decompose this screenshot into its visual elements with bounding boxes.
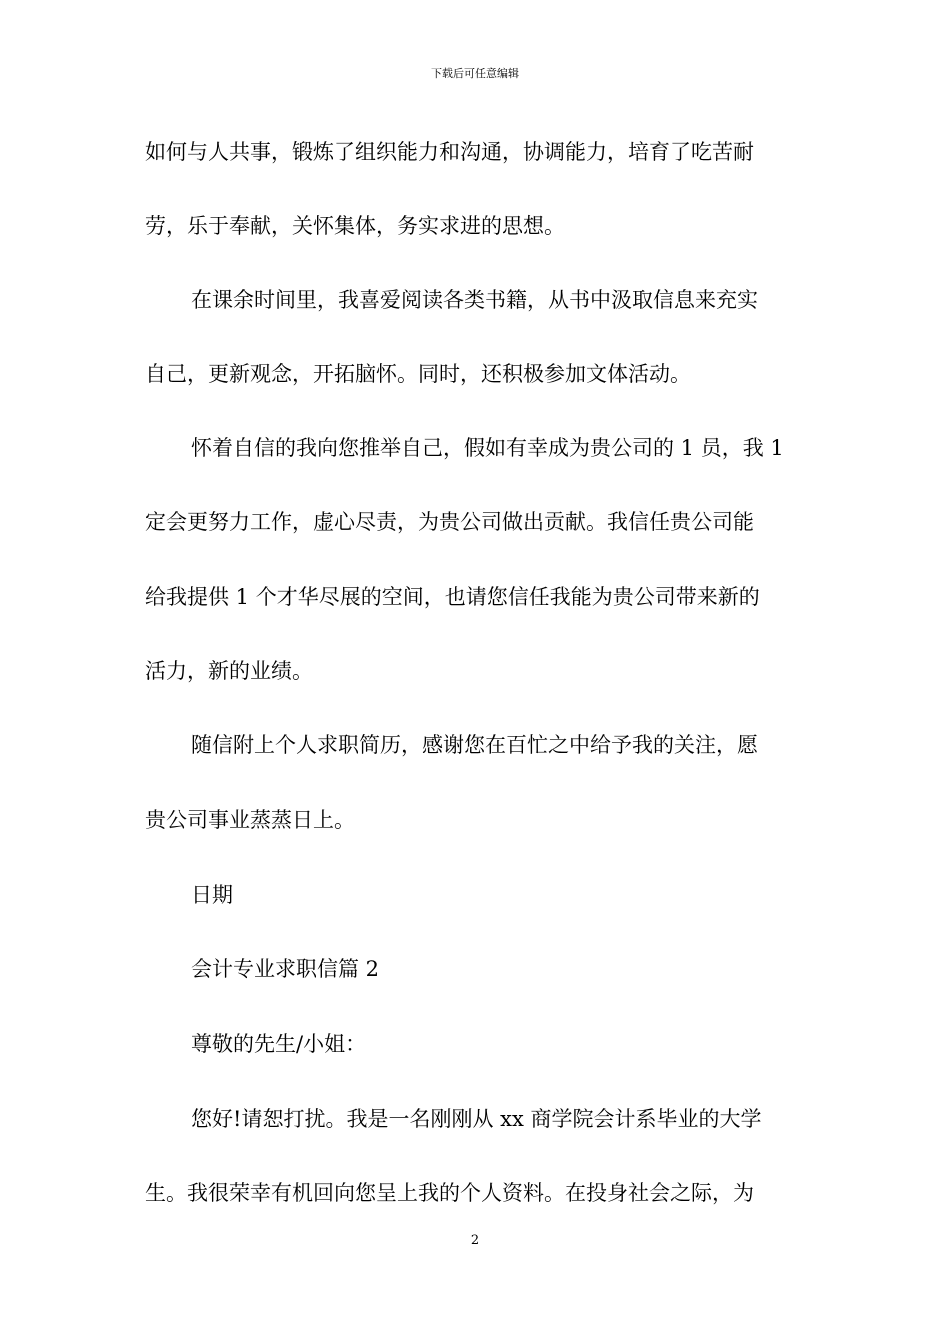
body-line: 生。我很荣幸有机回向您呈上我的个人资料。在投身社会之际，为 (145, 1181, 754, 1205)
page-number: 2 (470, 1233, 480, 1248)
salutation: 尊敬的先生/小姐： (191, 1032, 367, 1056)
date-line: 日期 (191, 883, 233, 907)
section-title: 会计专业求职信篇 2 (191, 957, 380, 981)
body-line: 给我提供 1 个才华尽展的空间，也请您信任我能为贵公司带来新的 (145, 585, 760, 609)
body-line: 如何与人共事，锻炼了组织能力和沟通，协调能力，培育了吃苦耐 (145, 140, 754, 164)
body-line: 随信附上个人求职简历，感谢您在百忙之中给予我的关注，愿 (191, 733, 758, 757)
body-line: 劳，乐于奉献，关怀集体，务实求进的思想。 (145, 214, 565, 238)
body-line: 怀着自信的我向您推举自己，假如有幸成为贵公司的 1 员，我 1 (191, 436, 784, 460)
body-line: 您好!请恕打扰。我是一名刚刚从 xx 商学院会计系毕业的大学 (191, 1107, 762, 1131)
body-line: 定会更努力工作，虚心尽责，为贵公司做出贡献。我信任贵公司能 (145, 510, 754, 534)
body-line: 自己，更新观念，开拓脑怀。同时，还积极参加文体活动。 (145, 362, 691, 386)
body-line: 活力，新的业绩。 (145, 659, 313, 683)
body-line: 贵公司事业蒸蒸日上。 (145, 808, 355, 832)
body-line: 在课余时间里，我喜爱阅读各类书籍，从书中汲取信息来充实 (191, 288, 758, 312)
page-header: 下载后可任意编辑 (431, 67, 519, 80)
